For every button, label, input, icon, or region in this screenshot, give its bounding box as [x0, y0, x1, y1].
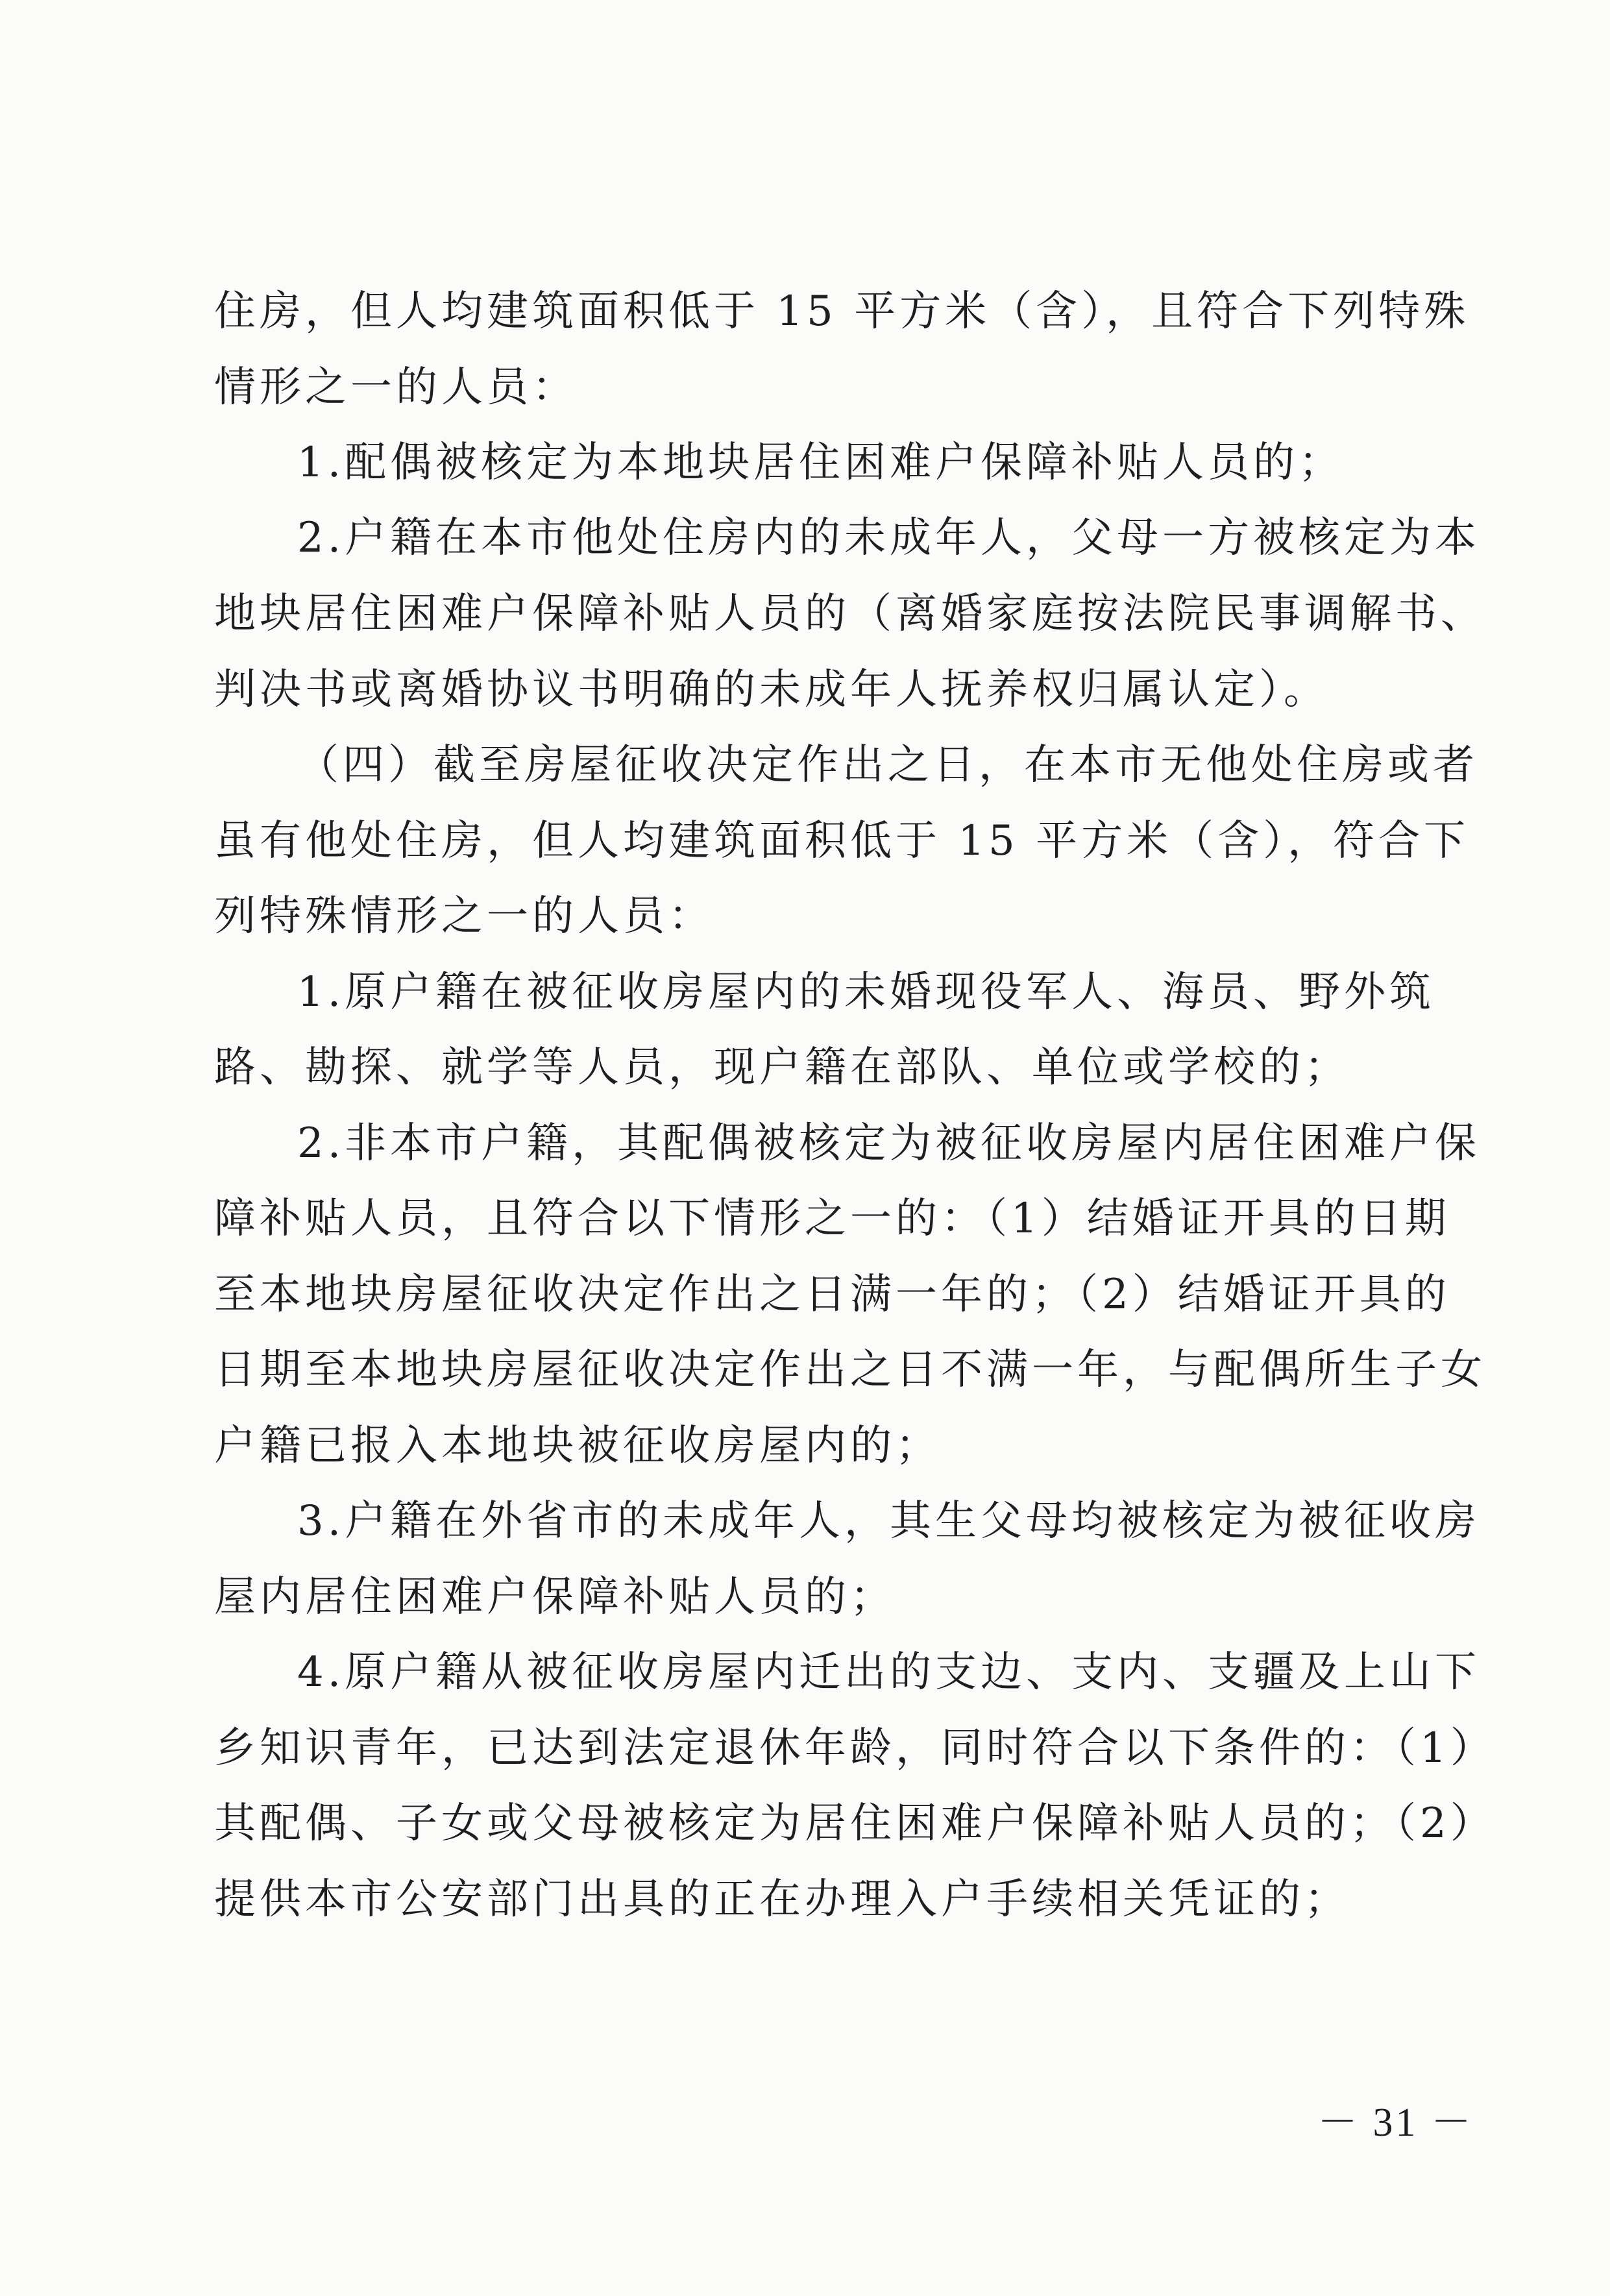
text-line: 2.非本市户籍，其配偶被核定为被征收房屋内居住困难户保 — [297, 1119, 1481, 1167]
text-line: 住房，但人均建筑面积低于 15 平方米（含），且符合下列特殊 — [214, 287, 1470, 336]
text-line: 日期至本地块房屋征收决定作出之日不满一年，与配偶所生子女 — [214, 1346, 1486, 1394]
text-line: 至本地块房屋征收决定作出之日满一年的；（2）结婚证开具的 — [214, 1271, 1450, 1319]
text-line: （四）截至房屋征收决定作出之日，在本市无他处住房或者 — [297, 741, 1478, 789]
text-line: 户籍已报入本地块被征收房屋内的； — [214, 1422, 941, 1470]
page-number: － 31 － — [1317, 2101, 1474, 2145]
text-line: 4.原户籍从被征收房屋内迁出的支边、支内、支疆及上山下 — [297, 1648, 1481, 1696]
text-line: 其配偶、子女或父母被核定为居住困难户保障补贴人员的；（2） — [214, 1800, 1496, 1848]
text-line: 路、勘探、就学等人员，现户籍在部队、单位或学校的； — [214, 1044, 1350, 1092]
text-line: 1.原户籍在被征收房屋内的未婚现役军人、海员、野外筑 — [297, 968, 1435, 1016]
text-line: 提供本市公安部门出具的正在办理入户手续相关凭证的； — [214, 1875, 1350, 1924]
text-line: 1.配偶被核定为本地块居住困难户保障补贴人员的； — [297, 439, 1345, 487]
text-line: 地块居住困难户保障补贴人员的（离婚家庭按法院民事调解书、 — [214, 590, 1486, 638]
text-line: 2.户籍在本市他处住房内的未成年人，父母一方被核定为本 — [297, 514, 1481, 562]
text-line: 情形之一的人员： — [214, 363, 578, 411]
text-line: 屋内居住困难户保障补贴人员的； — [214, 1573, 896, 1621]
text-line: 3.户籍在外省市的未成年人，其生父母均被核定为被征收房 — [297, 1497, 1481, 1545]
text-line: 乡知识青年，已达到法定退休年龄，同时符合以下条件的：（1） — [214, 1724, 1496, 1772]
text-line: 障补贴人员，且符合以下情形之一的：（1）结婚证开具的日期 — [214, 1195, 1450, 1243]
text-line: 列特殊情形之一的人员： — [214, 892, 714, 940]
text-line: 判决书或离婚协议书明确的未成年人抚养权归属认定）。 — [214, 666, 1329, 714]
text-line: 虽有他处住房，但人均建筑面积低于 15 平方米（含），符合下 — [214, 817, 1470, 865]
